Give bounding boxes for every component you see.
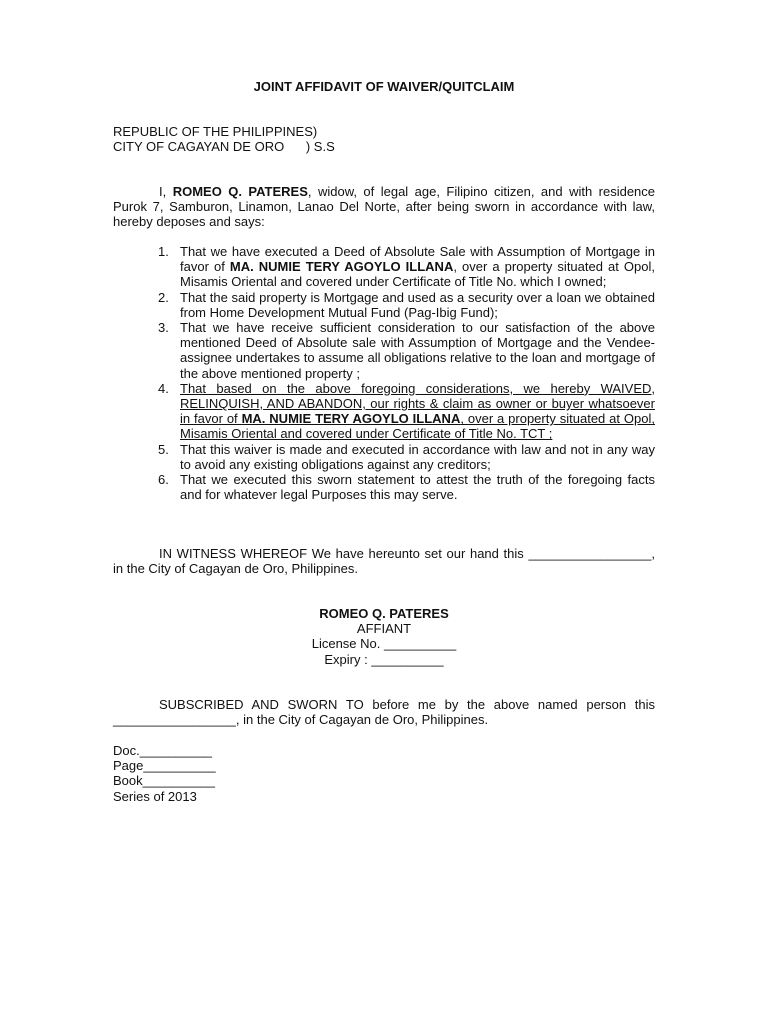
statement-text: That we executed this sworn statement to attest the truth of the foregoing facts and for whatever legal Purposes this may serve.: [180, 472, 655, 503]
statement-text: That this waiver is made and executed in accordance with law and not in any way to avoid any existing obligations against any creditors;: [180, 441, 655, 472]
grantee-name: MA. NUMIE TERY AGOYLO ILLANA: [229, 259, 454, 275]
statement-text: That we have receive sufficient consideration to our satisfaction of the above mentioned Deed of Absolute sale with Assumption of Mortgage and the Vendee-assignee undertakes to assume all obligations relative to the loan and mortgage of the above mentioned property ;: [180, 320, 655, 381]
document-title: JOINT AFFIDAVIT OF WAIVER/QUITCLAIM: [253, 79, 515, 94]
statement-item: [158, 472, 655, 502]
license-line: License No. __________: [311, 636, 457, 652]
signature-block: [234, 606, 534, 667]
statement-number: 2.: [158, 289, 169, 305]
intro-prefix: I,: [159, 184, 173, 199]
statement-number: 3.: [158, 320, 169, 336]
statements-list: [158, 244, 655, 502]
statement-text: That based on the above foregoing considerations, we hereby WAIVED, RELINQUISH, AND ABANDON, our rights & claim as owner or buyer whatsoever in favor of: [180, 380, 655, 427]
intro-text: , widow, of legal age, Filipino citizen, and with residence Purok 7, Samburon, Linamon, Lanao Del Norte, after being sworn in accordance with law, hereby deposes and says:: [113, 184, 656, 230]
venue-line-republic: REPUBLIC OF THE PHILIPPINES): [113, 124, 318, 139]
signatory-name: ROMEO Q. PATERES: [319, 606, 449, 621]
statement-text-end: , over a property situated at Opol, Misamis Oriental and covered under Certificate of Title No. which I owned;: [180, 259, 656, 290]
expiry-line: Expiry : __________: [324, 651, 444, 667]
statement-number: 4.: [158, 380, 169, 396]
statement-text-end: , over a property situated at Opol, Misamis Oriental and covered under Certificate of Title No. TCT ;: [180, 411, 655, 442]
statement-number: 1.: [158, 244, 169, 259]
signatory-role: AFFIANT: [356, 621, 412, 637]
venue-block: [113, 124, 335, 154]
affiant-name: ROMEO Q. PATERES: [172, 184, 308, 199]
statement-text: That the said property is Mortgage and used as a security over a loan we obtained from Home Development Mutual Fund (Pag-Ibig Fund);: [180, 289, 655, 320]
grantee-name: MA. NUMIE TERY AGOYLO ILLANA: [241, 411, 461, 427]
registry-page: Page__________: [113, 758, 216, 774]
statement-number: 6.: [158, 472, 169, 488]
statement-item: [158, 320, 655, 381]
statement-text: That we have executed a Deed of Absolute Sale with Assumption of Mortgage in favor of: [180, 244, 655, 275]
jurat-paragraph: SUBSCRIBED AND SWORN TO before me by the above named person this _________________, in the City of Cagayan de Oro, Philippines.: [113, 697, 655, 728]
witness-paragraph: IN WITNESS WHEREOF We have hereunto set our hand this _________________, in the City of Cagayan de Oro, Philippines.: [113, 546, 655, 577]
statement-item: [158, 442, 655, 472]
registry-book: Book__________: [113, 773, 215, 789]
notarial-registry: [113, 743, 216, 804]
venue-line-city: CITY OF CAGAYAN DE ORO ) S.S: [113, 139, 335, 155]
statement-item: [158, 381, 655, 442]
statement-number: 5.: [158, 441, 169, 457]
statement-item: [158, 244, 655, 290]
statement-item: [158, 290, 655, 320]
registry-doc: Doc.__________: [113, 743, 213, 758]
registry-series: Series of 2013: [113, 788, 197, 804]
intro-paragraph: [113, 184, 655, 230]
